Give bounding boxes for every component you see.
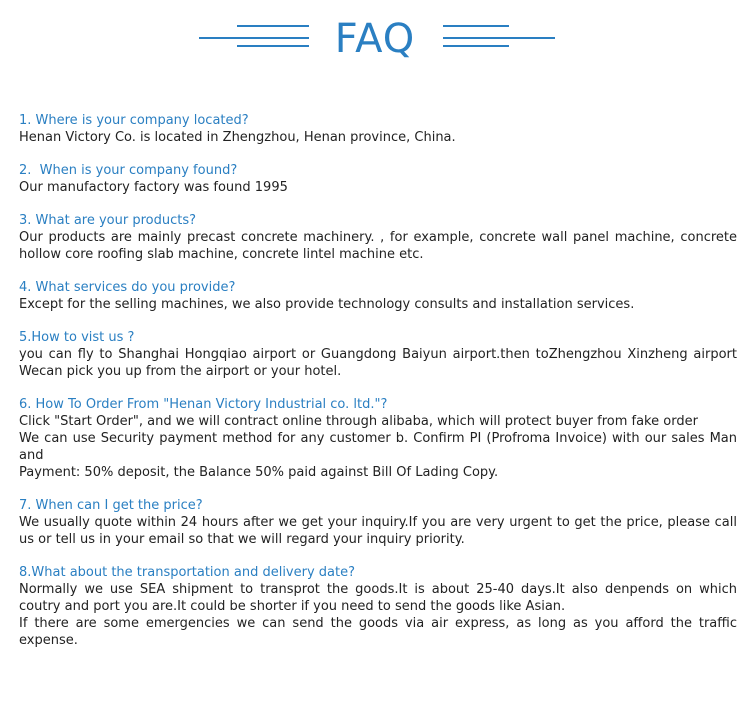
faq-question: 6. How To Order From "Henan Victory Industrial co. ltd."?: [19, 397, 388, 412]
faq-item: [19, 497, 737, 548]
faq-item: [19, 162, 737, 196]
faq-answer: [19, 514, 737, 548]
faq-item: [19, 112, 737, 146]
header-decoration-right: [443, 25, 555, 55]
faq-list: [19, 112, 737, 665]
faq-answer: [19, 179, 737, 196]
faq-answer-line: We usually quote within 24 hours after we get your inquiry.If you are very urgent to get the price, please call us or tell us in your email so that we will regard your inquiry priority.: [19, 515, 737, 547]
faq-answer-line: Henan Victory Co. is located in Zhengzhou, Henan province, China.: [19, 130, 456, 145]
faq-answer-line: If there are some emergencies we can send the goods via air express, as long as you afford the traffic expense.: [19, 616, 737, 648]
decoration-line: [443, 45, 509, 47]
faq-answer: [19, 229, 737, 263]
faq-answer: [19, 129, 737, 146]
faq-item: [19, 212, 737, 263]
header-decoration-left: [199, 25, 309, 55]
faq-answer-line: Our products are mainly precast concrete machinery. , for example, concrete wall panel machine, concrete hollow core roofing slab machine, concrete lintel machine etc.: [19, 230, 737, 262]
faq-question: 3. What are your products?: [19, 213, 197, 228]
faq-answer: [19, 413, 737, 481]
faq-item: [19, 279, 737, 313]
decoration-line: [443, 25, 509, 27]
decoration-line: [237, 25, 309, 27]
faq-answer-line: you can fly to Shanghai Hongqiao airport or Guangdong Baiyun airport.then toZhengzhou Xinzheng airport Wecan pick you up from the airport or your hotel.: [19, 347, 737, 379]
faq-answer-line: Click "Start Order", and we will contract online through alibaba, which will protect buyer from fake order: [19, 414, 698, 429]
faq-question: 5.How to vist us ?: [19, 330, 135, 345]
faq-answer-line: Our manufactory factory was found 1995: [19, 180, 288, 195]
faq-question: 2. When is your company found?: [19, 163, 238, 178]
faq-question: 1. Where is your company located?: [19, 113, 249, 128]
decoration-line: [237, 45, 309, 47]
faq-answer: [19, 296, 737, 313]
faq-answer-line: We can use Security payment method for any customer b. Confirm PI (Profroma Invoice) with our sales Man and: [19, 431, 737, 463]
page-title: FAQ: [334, 16, 416, 62]
faq-question: 4. What services do you provide?: [19, 280, 236, 295]
faq-header: [0, 0, 750, 80]
decoration-line: [199, 37, 309, 39]
faq-question: 7. When can I get the price?: [19, 498, 203, 513]
faq-answer-line: Normally we use SEA shipment to transprot the goods.It is about 25-40 days.It also denpends on which coutry and port you are.It could be shorter if you need to send the goods like Asian.: [19, 582, 737, 614]
faq-item: [19, 396, 737, 481]
decoration-line: [443, 37, 555, 39]
faq-question: 8.What about the transportation and delivery date?: [19, 565, 356, 580]
faq-item: [19, 564, 737, 649]
faq-answer-line: Payment: 50% deposit, the Balance 50% paid against Bill Of Lading Copy.: [19, 465, 499, 480]
faq-answer: [19, 346, 737, 380]
faq-answer: [19, 581, 737, 649]
faq-item: [19, 329, 737, 380]
faq-answer-line: Except for the selling machines, we also provide technology consults and installation services.: [19, 297, 635, 312]
